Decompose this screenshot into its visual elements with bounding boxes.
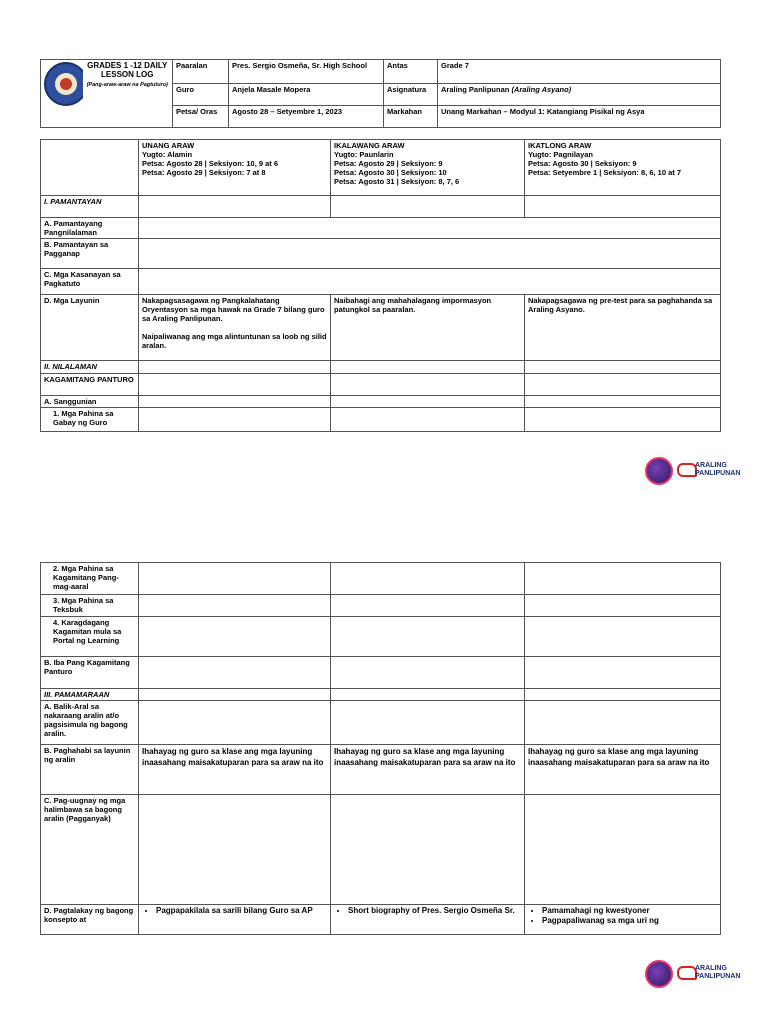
label-petsa: Petsa/ Oras — [173, 106, 229, 128]
section-pamamaraan: III. PAMAMARAAN — [41, 689, 139, 701]
value-antas: Grade 7 — [438, 60, 721, 84]
row-teksbuk: 3. Mga Pahina sa Teksbuk — [41, 595, 139, 617]
logo-text: ARALING PANLIPUNAN — [695, 965, 741, 980]
araling-panlipunan-logo — [645, 457, 755, 487]
row-gabay-guro: 1. Mga Pahina sa Gabay ng Guro — [41, 408, 139, 432]
row-pagtalakay: D. Pagtalakay ng bagong konsepto at — [41, 905, 139, 935]
globe-icon — [645, 960, 673, 988]
layunin-day1: Nakapagsasagawa ng Pangkalahatang Oryentasyon sa mga hawak na Grade 7 bilang guro sa Araling Panlipunan. Naipaliwanag ang mga alintuntunan sa loob ng silid aralan. — [139, 295, 331, 361]
label-asignatura: Asignatura — [384, 84, 438, 106]
araling-panlipunan-logo-2 — [645, 960, 755, 990]
value-paaralan: Pres. Sergio Osmeña, Sr. High School — [229, 60, 384, 84]
row-pamantayang-pangnilalaman: A. Pamantayang Pangnilalaman — [41, 218, 139, 239]
logo-text: ARALING PANLIPUNAN — [695, 462, 741, 477]
day2-header: IKALAWANG ARAW Yugto: Paunlarin Petsa: Agosto 29 | Seksiyon: 9 Petsa: Agosto 30 | Seksiyon: 10 Petsa: Agosto 31 | Seksiyon: 8, 7, 6 — [331, 140, 525, 196]
pagtalakay-day2: • Short biography of Pres. Sergio Osmeña Sr. — [331, 905, 525, 935]
day1-header: UNANG ARAW Yugto: Alamin Petsa: Agosto 28 | Seksiyon: 10, 9 at 6 Petsa: Agosto 29 | Seksiyon: 7 at 8 — [139, 140, 331, 196]
label-antas: Antas — [384, 60, 438, 84]
row-portal: 4. Karagdagang Kagamitan mula sa Portal ng Learning — [41, 617, 139, 657]
pagtalakay-day1: • Pagpapakilala sa sarili bilang Guro sa AP — [139, 905, 331, 935]
section-pamantayan: I. PAMANTAYAN — [41, 196, 139, 218]
label-markahan: Markahan — [384, 106, 438, 128]
paghahabi-day3: Ihahayag ng guro sa klase ang mga layuning inaasahang maisakatuparan para sa araw na ito — [525, 745, 721, 795]
row-paghahabi: B. Paghahabi sa layunin ng aralin — [41, 745, 139, 795]
dll-title: GRADES 1 -12 DAILY LESSON LOG — [87, 61, 168, 79]
row-sanggunian: A. Sanggunian — [41, 396, 139, 408]
row-kagamitang-mag-aaral: 2. Mga Pahina sa Kagamitang Pang-mag-aaral — [41, 563, 139, 595]
lesson-table-page2 — [40, 562, 721, 935]
value-asignatura: Araling Panlipunan (Araling Asyano) — [438, 84, 721, 106]
label-guro: Guro — [173, 84, 229, 106]
label-paaralan: Paaralan — [173, 60, 229, 84]
row-kagamitang-panturo: KAGAMITANG PANTURO — [41, 374, 139, 396]
row-pamantayan-pagganap: B. Pamantayan sa Pagganap — [41, 239, 139, 269]
row-balik-aral: A. Balik-Aral sa nakaraang aralin at/o pagsisimula ng bagong aralin. — [41, 701, 139, 745]
deped-seal-cell — [41, 60, 83, 128]
row-pag-uugnay: C. Pag-uugnay ng mga halimbawa sa bagong aralin (Pagganyak) — [41, 795, 139, 905]
value-markahan: Unang Markahan – Modyul 1: Katangiang Pisikal ng Asya — [438, 106, 721, 128]
value-petsa: Agosto 28 – Setyembre 1, 2023 — [229, 106, 384, 128]
layunin-day3: Nakapagsagawa ng pre-test para sa paghahanda sa Araling Asyano. — [525, 295, 721, 361]
value-guro: Anjela Masale Mopera — [229, 84, 384, 106]
pagtalakay-day3: • Pamamahagi ng kwestyoner • Pagpapaliwanag sa mga uri ng — [525, 905, 721, 935]
day3-header: IKATLONG ARAW Yugto: Pagnilayan Petsa: Agosto 30 | Seksiyon: 9 Petsa: Setyembre 1 | Seksiyon: 8, 6, 10 at 7 — [525, 140, 721, 196]
layunin-day2: Naibahagi ang mahahalagang impormasyon patungkol sa paaralan. — [331, 295, 525, 361]
deped-seal-icon — [44, 62, 83, 106]
paghahabi-day1: Ihahayag ng guro sa klase ang mga layuning inaasahang maisakatuparan para sa araw na ito — [139, 745, 331, 795]
lesson-table-page1 — [40, 139, 721, 432]
section-nilalaman: II. NILALAMAN — [41, 361, 139, 374]
paghahabi-day2: Ihahayag ng guro sa klase ang mga layuning inaasahang maisakatuparan para sa araw na ito — [331, 745, 525, 795]
row-iba-pang-kagamitan: B. Iba Pang Kagamitang Panturo — [41, 657, 139, 689]
header-table — [40, 59, 721, 128]
row-kasanayan: C. Mga Kasanayan sa Pagkatuto — [41, 269, 139, 295]
dll-subtitle: (Pang-araw-araw na Pagtuturo) — [86, 82, 168, 88]
dll-title-cell — [83, 60, 173, 128]
row-layunin: D. Mga Layunin — [41, 295, 139, 361]
globe-icon — [645, 457, 673, 485]
